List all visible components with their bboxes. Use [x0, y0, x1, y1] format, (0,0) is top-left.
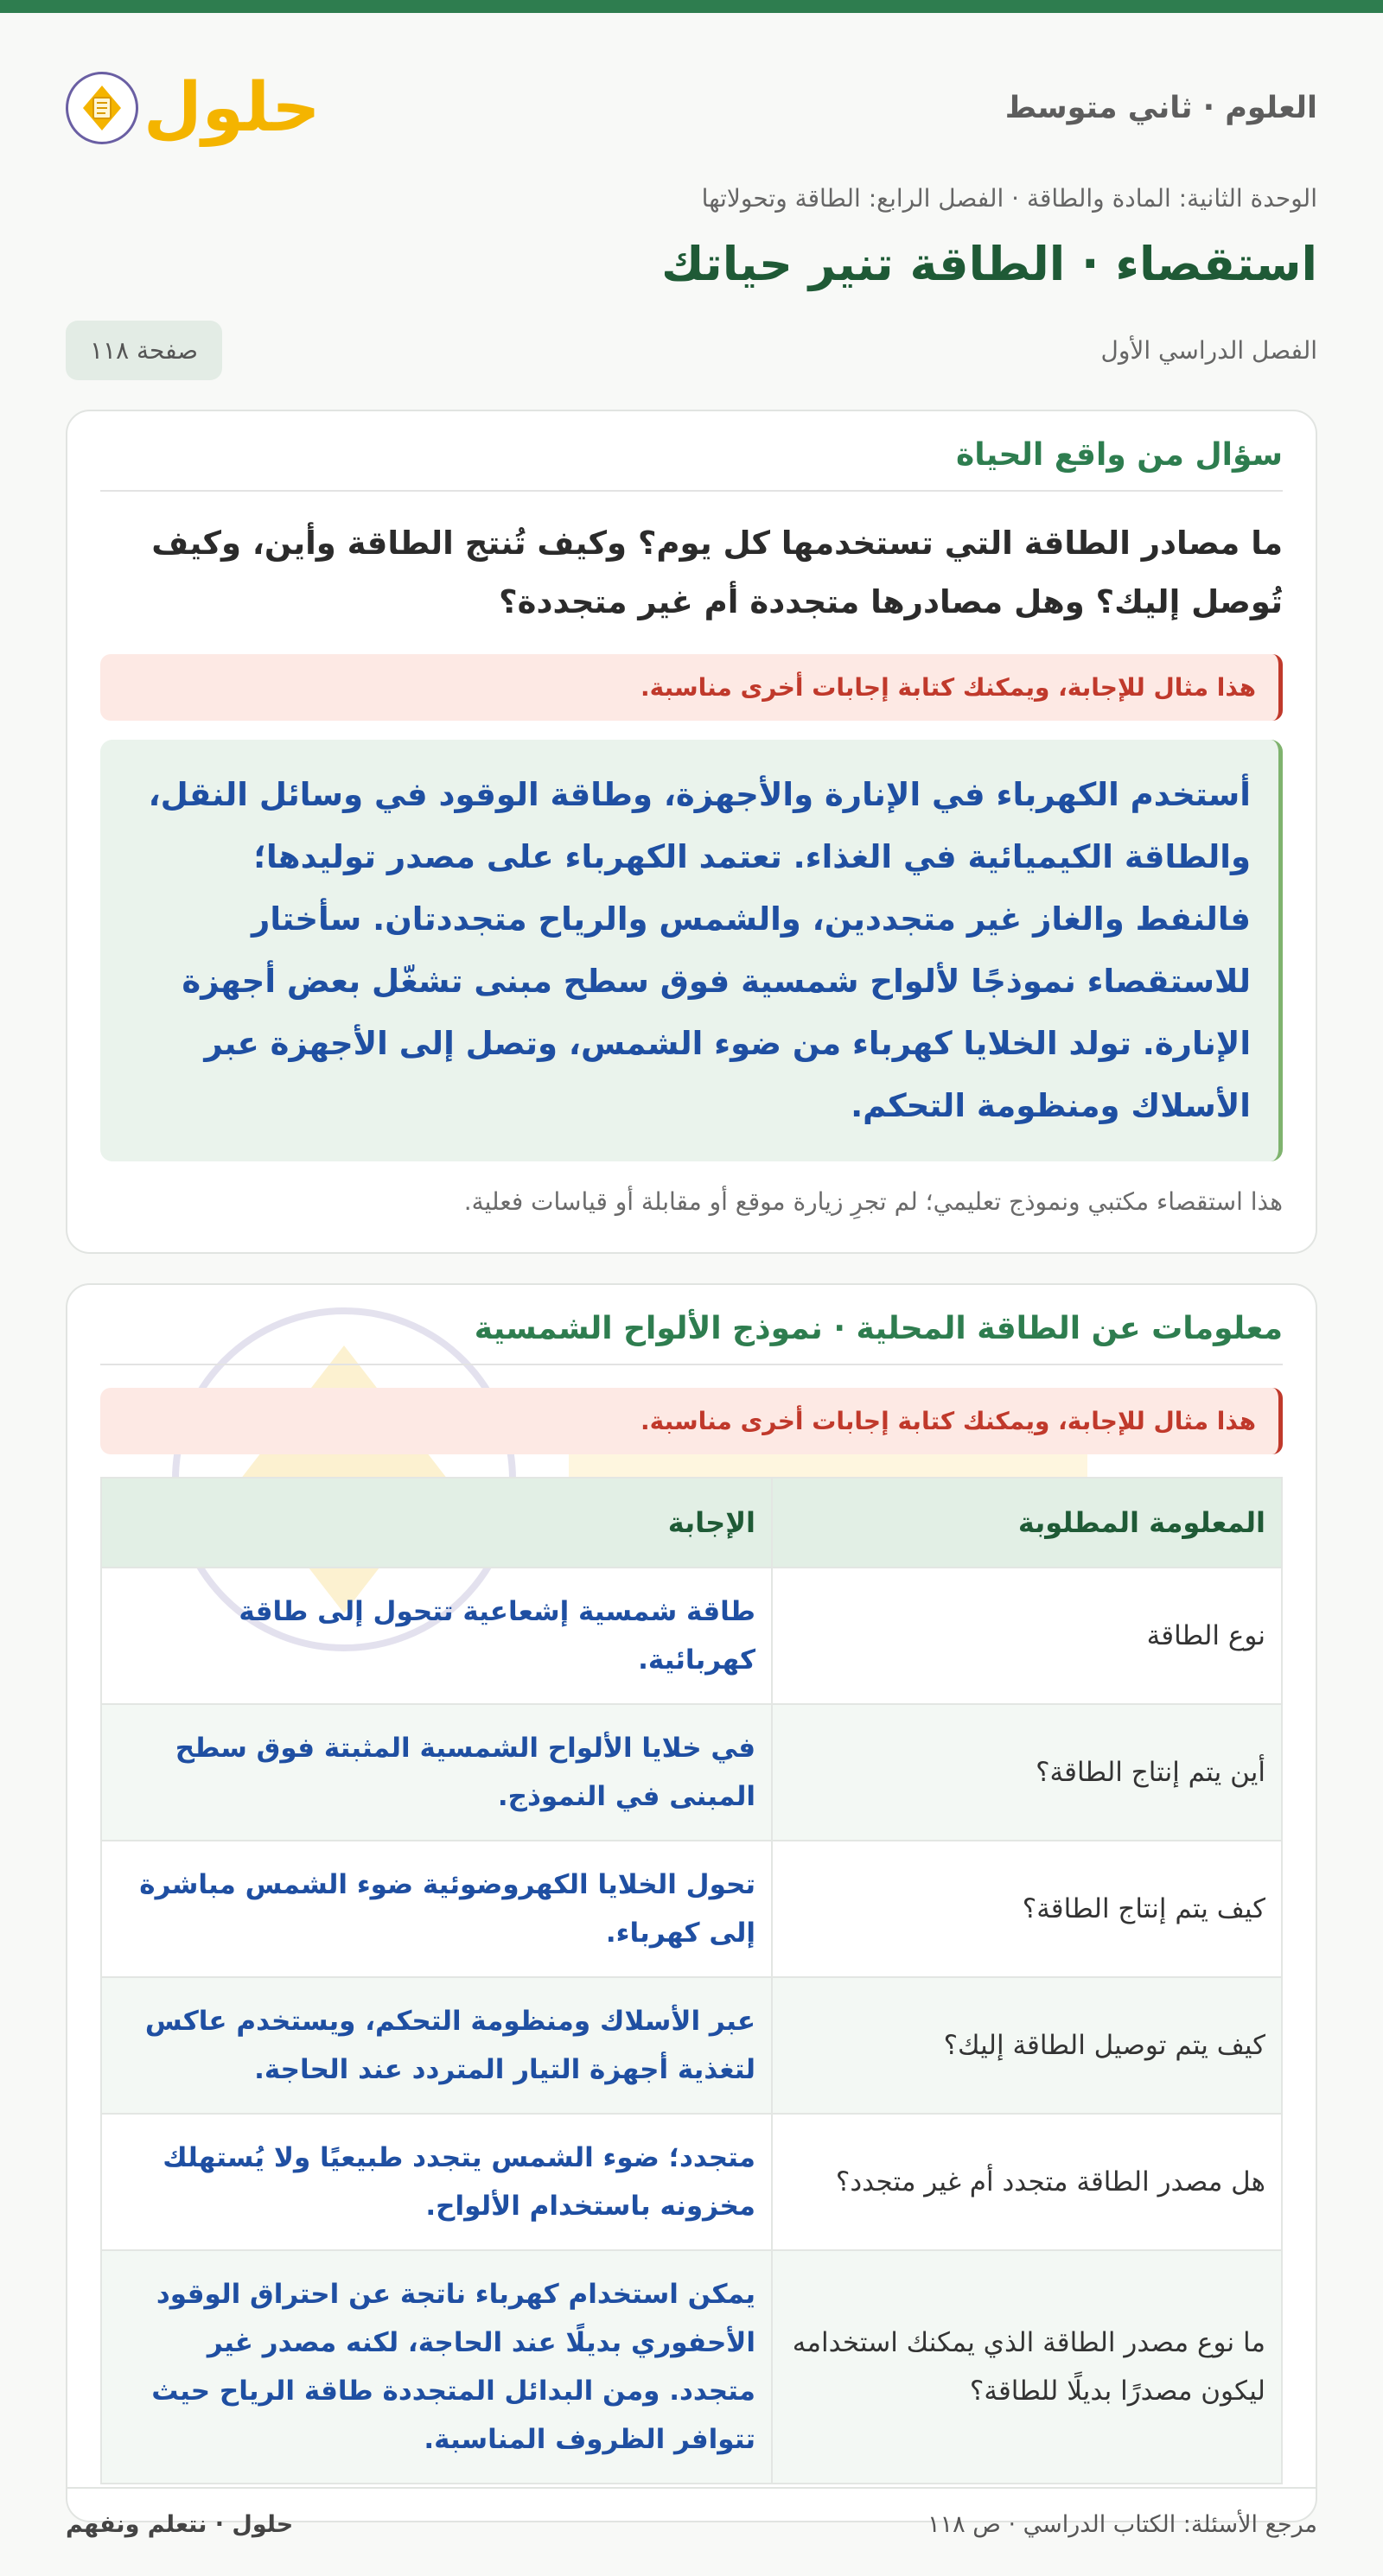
local-energy-info-card — [66, 1283, 1317, 2522]
page-number-badge: صفحة ١١٨ — [66, 321, 222, 380]
book-icon — [66, 72, 138, 144]
table-cell-answer: يمكن استخدام كهرباء ناتجة عن احتراق الوقود الأحفوري بديلًا عند الحاجة، لكنه مصدر غير متجدد. ومن البدائل المتجددة طاقة الرياح حيث تتوافر الظروف المناسبة. — [101, 2250, 772, 2484]
sample-answer-note: هذا مثال للإجابة، ويمكنك كتابة إجابات أخرى مناسبة. — [100, 654, 1283, 721]
answer-box: أستخدم الكهرباء في الإنارة والأجهزة، وطاقة الوقود في وسائل النقل، والطاقة الكيميائية في الغذاء. تعتمد الكهرباء على مصدر توليدها؛ فالنفط والغاز غير متجددين، والشمس والرياح متجددتان. سأختار للاستقصاء نموذجًا لألواح شمسية فوق سطح مبنى تشغّل بعض أجهزة الإنارة. تولد الخلايا كهرباء من ضوء الشمس، وتصل إلى الأجهزة عبر الأسلاك ومنظومة التحكم. — [100, 740, 1283, 1161]
info-table — [100, 1477, 1283, 2484]
table-cell-question: أين يتم إنتاج الطاقة؟ — [772, 1704, 1282, 1841]
disclaimer-text: هذا استقصاء مكتبي ونموذج تعليمي؛ لم تجرِ زيارة موقع أو مقابلة أو قياسات فعلية. — [463, 1187, 1283, 1216]
table-row — [101, 1841, 1282, 1977]
footer-reference: مرجع الأسئلة: الكتاب الدراسي · ص ١١٨ — [927, 2511, 1317, 2538]
column-header-info: المعلومة المطلوبة — [772, 1478, 1282, 1568]
table-cell-question: كيف يتم إنتاج الطاقة؟ — [772, 1841, 1282, 1977]
table-row — [101, 2250, 1282, 2484]
footer-brand: حلول · نتعلم ونفهم — [66, 2511, 294, 2538]
semester-label: الفصل الدراسي الأول — [1100, 336, 1317, 365]
table-cell-question: ما نوع مصدر الطاقة الذي يمكنك استخدامه ليكون مصدرًا بديلًا للطاقة؟ — [772, 2250, 1282, 2484]
page — [0, 13, 1383, 2522]
question-text: ما مصادر الطاقة التي تستخدمها كل يوم؟ وكيف تُنتج الطاقة وأين، وكيف تُوصل إليك؟ وهل مصادرها متجددة أم غير متجددة؟ — [151, 525, 1283, 620]
table-cell-question: هل مصدر الطاقة متجدد أم غير متجدد؟ — [772, 2114, 1282, 2250]
table-cell-question: كيف يتم توصيل الطاقة إليك؟ — [772, 1977, 1282, 2114]
meta-row — [66, 321, 1317, 380]
page-title: استقصاء · الطاقة تنير حياتك — [661, 237, 1317, 291]
table-cell-answer: متجدد؛ ضوء الشمس يتجدد طبيعيًا ولا يُستهلك مخزونه باستخدام الألواح. — [101, 2114, 772, 2250]
page-header — [66, 13, 1317, 186]
subject-label: العلوم · ثاني متوسط — [1004, 91, 1317, 125]
top-accent-bar — [0, 0, 1383, 13]
table-row — [101, 1568, 1282, 1704]
table-cell-question: نوع الطاقة — [772, 1568, 1282, 1704]
table-row — [101, 2114, 1282, 2250]
table-header-row — [101, 1478, 1282, 1568]
real-life-question-card — [66, 410, 1317, 1254]
logo-text: حلول — [143, 69, 321, 147]
site-logo[interactable] — [66, 69, 321, 147]
page-footer — [66, 2487, 1317, 2538]
table-row — [101, 1977, 1282, 2114]
sample-answer-note: هذا مثال للإجابة، ويمكنك كتابة إجابات أخرى مناسبة. — [100, 1388, 1283, 1454]
table-cell-answer: في خلايا الألواح الشمسية المثبتة فوق سطح المبنى في النموذج. — [101, 1704, 772, 1841]
column-header-answer: الإجابة — [101, 1478, 772, 1568]
section-title: سؤال من واقع الحياة — [100, 437, 1283, 492]
breadcrumb: الوحدة الثانية: المادة والطاقة · الفصل الرابع: الطاقة وتحولاتها — [701, 184, 1317, 213]
table-cell-answer: طاقة شمسية إشعاعية تتحول إلى طاقة كهربائية. — [101, 1568, 772, 1704]
table-row — [101, 1704, 1282, 1841]
section-title: معلومات عن الطاقة المحلية · نموذج الألواح الشمسية — [100, 1311, 1283, 1365]
table-cell-answer: تحول الخلايا الكهروضوئية ضوء الشمس مباشرة إلى كهرباء. — [101, 1841, 772, 1977]
table-cell-answer: عبر الأسلاك ومنظومة التحكم، ويستخدم عاكس لتغذية أجهزة التيار المتردد عند الحاجة. — [101, 1977, 772, 2114]
